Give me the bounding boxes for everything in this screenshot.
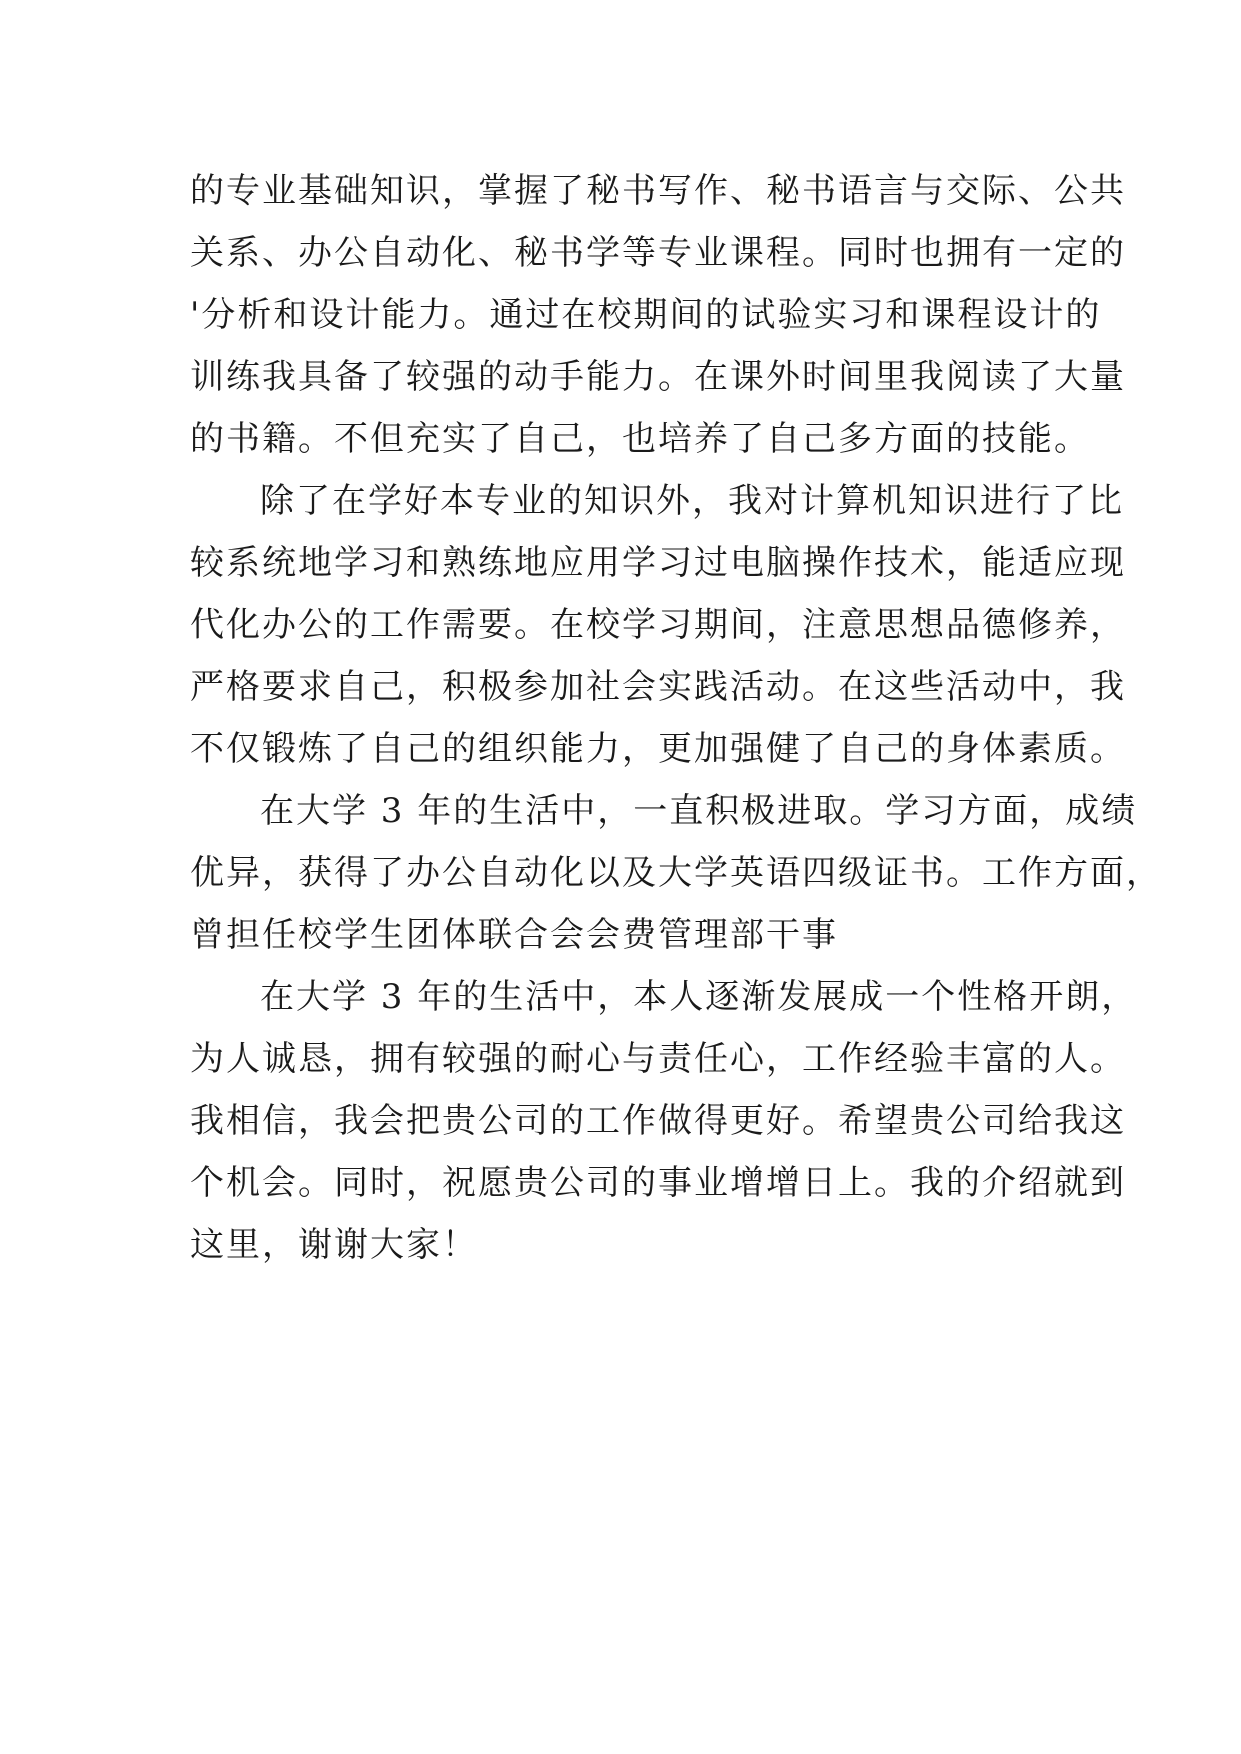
paragraph-start-line: 在大学 3 年的生活中，一直积极进取。学习方面，成绩 [260, 791, 1138, 831]
text-line: 较系统地学习和熟练地应用学习过电脑操作技术，能适应现 [190, 543, 1126, 583]
text-line: 训练我具备了较强的动手能力。在课外时间里我阅读了大量 [190, 357, 1126, 397]
text-line: 曾担任校学生团体联合会会费管理部干事 [190, 915, 838, 955]
text-line: 优异，获得了办公自动化以及大学英语四级证书。工作方面， [190, 853, 1162, 893]
text-line: '分析和设计能力。通过在校期间的试验实习和课程设计的 [190, 295, 1102, 335]
text-line: 不仅锻炼了自己的组织能力，更加强健了自己的身体素质。 [190, 729, 1126, 769]
text-line: 的专业基础知识，掌握了秘书写作、秘书语言与交际、公共 [190, 171, 1126, 211]
text-line: 为人诚恳，拥有较强的耐心与责任心，工作经验丰富的人。 [190, 1039, 1126, 1079]
text-line: 这里，谢谢大家！ [190, 1225, 478, 1265]
text-line: 严格要求自己，积极参加社会实践活动。在这些活动中，我 [190, 667, 1126, 707]
text-line: 代化办公的工作需要。在校学习期间，注意思想品德修养， [190, 605, 1126, 645]
text-line: 我相信，我会把贵公司的工作做得更好。希望贵公司给我这 [190, 1101, 1126, 1141]
text-line: 关系、办公自动化、秘书学等专业课程。同时也拥有一定的 [190, 233, 1126, 273]
document-body [190, 160, 1162, 1276]
text-line: 个机会。同时，祝愿贵公司的事业增增日上。我的介绍就到 [190, 1163, 1126, 1203]
paragraph-start-line: 在大学 3 年的生活中，本人逐渐发展成一个性格开朗， [260, 977, 1138, 1017]
paragraph-start-line: 除了在学好本专业的知识外，我对计算机知识进行了比 [260, 481, 1124, 521]
text-line: 的书籍。不但充实了自己，也培养了自己多方面的技能。 [190, 419, 1090, 459]
